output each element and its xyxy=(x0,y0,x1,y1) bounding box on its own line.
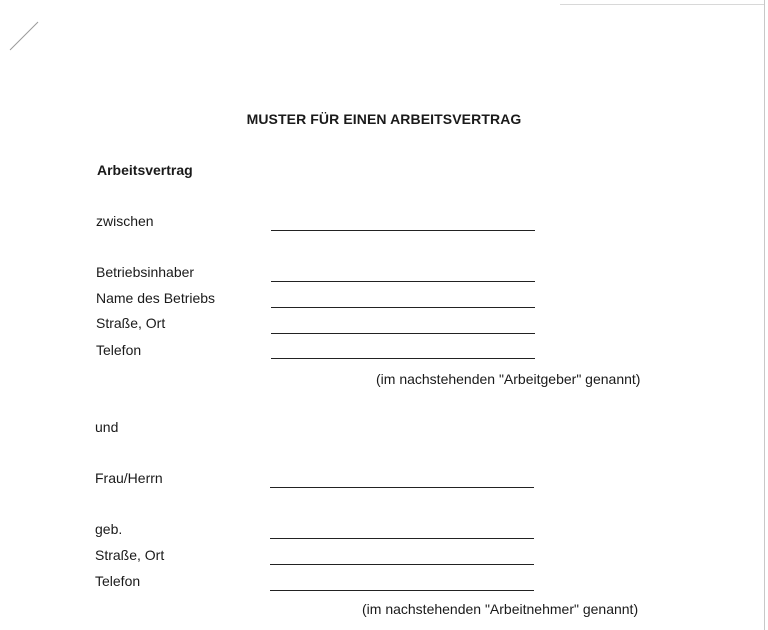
employee-address-line[interactable] xyxy=(270,564,534,565)
employee-birth-line[interactable] xyxy=(270,538,534,539)
employer-company-line[interactable] xyxy=(271,307,535,308)
document-title: MUSTER FÜR EINEN ARBEITSVERTRAG xyxy=(246,111,522,127)
scan-edge-right xyxy=(764,0,765,630)
employer-address-line[interactable] xyxy=(271,333,535,334)
employer-field-company-label: Name des Betriebs xyxy=(96,290,216,306)
between-label: zwischen xyxy=(96,213,154,229)
employee-phone-line[interactable] xyxy=(270,590,534,591)
scan-mark-icon xyxy=(8,18,48,54)
employee-field-birth-label: geb. xyxy=(95,521,123,537)
employer-field-owner-label: Betriebsinhaber xyxy=(96,264,195,280)
employee-field-address-label: Straße, Ort xyxy=(95,547,165,563)
between-blank-line[interactable] xyxy=(271,230,535,231)
employer-phone-line[interactable] xyxy=(271,358,535,359)
employee-note: (im nachstehenden "Arbeitnehmer" genannt) xyxy=(362,601,639,617)
scan-edge-top xyxy=(560,4,765,5)
employer-field-phone-label: Telefon xyxy=(96,342,142,358)
and-label: und xyxy=(95,419,119,435)
employee-name-label: Frau/Herrn xyxy=(95,470,163,486)
employer-note: (im nachstehenden "Arbeitgeber" genannt) xyxy=(376,371,641,387)
employee-name-line[interactable] xyxy=(270,487,534,488)
employer-field-address-label: Straße, Ort xyxy=(96,315,166,331)
employee-field-phone-label: Telefon xyxy=(95,573,141,589)
section-heading: Arbeitsvertrag xyxy=(97,162,193,178)
employer-owner-line[interactable] xyxy=(271,281,535,282)
